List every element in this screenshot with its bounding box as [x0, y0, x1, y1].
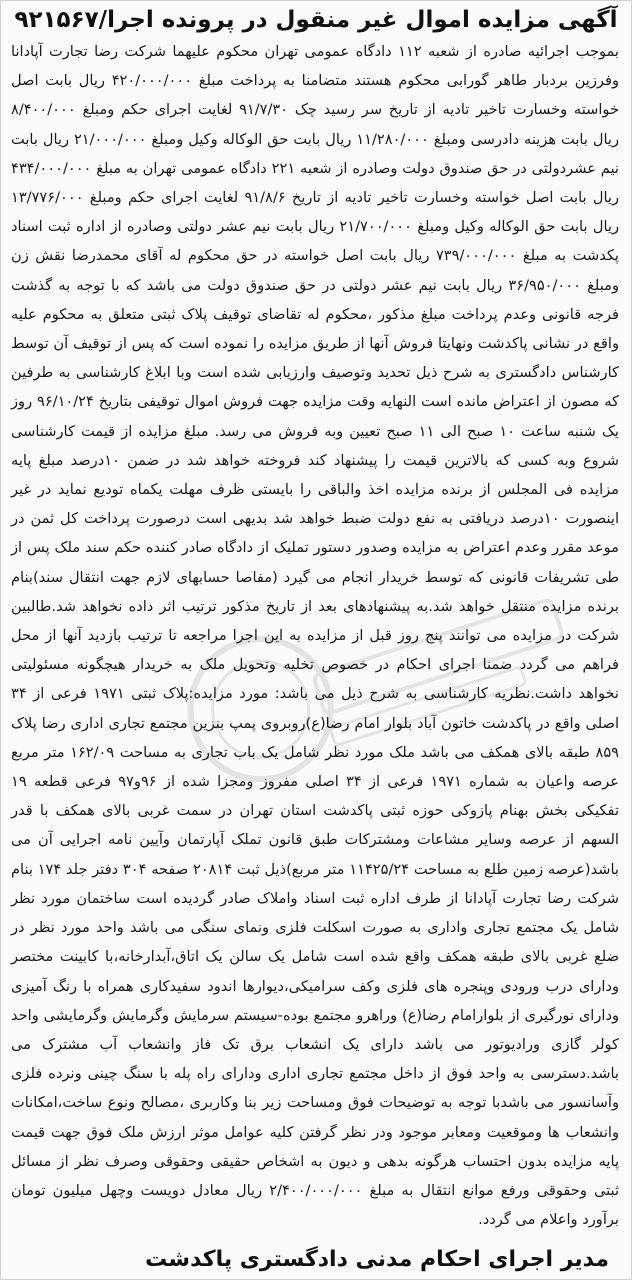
notice-body: بموجب اجرائیه صادره از شعبه ۱۱۲ دادگاه عمومی تهران محکوم علیهما شرکت رضا تجارت آپادانا وفرزین بردبار طاهر گورابی محکوم هستند متضامنا به پرداخت مبلغ ۴۲۰/۰۰۰/۰۰۰ ریال بابت اصل خواسته وخسارت تاخیر تادیه از تاریخ سر رسید چک ۹۱/۷/۳۰ لغایت اجرای حکم ومبلغ ۸/۴۰۰/۰۰۰ ریال بابت هزینه دادرسی ومبلغ ۱۱/۲۸۰/۰۰۰ ریال بابت حق الوکاله وکیل ومبلغ ۲۱/۰۰۰/۰۰۰ ریال بابت نیم عشردولتی در حق صندوق دولت وصادره از شعبه ۲۲۱ دادگاه عمومی تهران به مبلغ ۴۳۴/۰۰۰/۰۰۰ ریال بابت اصل خواسته وخسارت تاخیر تادیه از تاریخ ۹۱/۸/۶ لغایت اجرای حکم ومبلغ ۱۳/۷۷۶/۰۰۰ ریال بابت حق الوکاله وکیل ومبلغ ۲۱/۷۰۰/۰۰۰ ریال بابت نیم عشر دولتی وصادره از اداره ثبت اسناد پکدشت به مبلغ ۷۳۹/۰۰۰/۰۰۰ ریال بابت اصل خواسته در حق محکوم له آقای محمدرضا نقش زن ومبلغ ۳۶/۹۵۰/۰۰۰ ریال بابت نیم عشر دولتی در حق صندوق دولت می باشد که با توجه به گذشت فرجه قانونی وعدم پرداخت مبلغ مذکور ،محکوم له تقاضای توقیف پلاک ثبتی متعلق به محکوم علیه واقع در نشانی پاکدشت ونهایتا فروش آنها از طریق مزایده را نموده است که پس از توقیف آن توسط کارشناس دادگستری به شرح ذیل تحدید وتوصیف وارزیابی شده است وبا ابلاغ کارشناسی به طرفین که مصون از اعتراض مانده است النهایه وقت مزایده جهت فروش اموال توقیفی بتاریخ ۹۶/۱۰/۲۴ روز یک شنبه ساعت ۱۰ صبح الی ۱۱ صبح تعیین وبه فروش می رسد. مبلغ مزایده از قیمت کارشناسی شروع وبه کسی که بالاترین قیمت را پیشنهاد کند فروخته خواهد شد در ضمن ۱۰درصد مبلغ پایه مزایده فی المجلس از برنده مزایده اخذ والباقی را بایستی ظرف مهلت یکماه تودیع نماید در غیر اینصورت ۱۰درصد دریافتی به نفع دولت ضبط خواهد شد بدیهی است درصورت پرداخت کل ثمن در موعد مقرر وعدم اعتراض به مزایده وصدور دستور تملیک از دادگاه صادر کننده حکم سند ملک پس از طی تشریفات قانونی که توسط خریدار انجام می گیرد (مفاصا حسابهای لازم جهت انتقال سند)بنام برنده مزایده منتقل خواهد شد.به پیشنهادهای بعد از تاریخ مذکور ترتیب اثر داده نخواهد شد.طالبین شرکت در مزایده می توانند پنج روز قبل از مزایده به این اجرا مراجعه تا ترتیب بازدید آنها از محل فراهم می گردد ضمنا اجرای احکام در خصوص تخلیه وتحویل ملک به خریدار هیچگونه مسئولیتی نخواهد داشت.نظریه کارشناسی به شرح ذیل می باشد: مورد مزایده:پلاک ثبتی ۱۹۷۱ فرعی از ۳۴ اصلی واقع در پاکدشت خاتون آباد بلوار امام رضا(ع)روبروی پمپ بنزین مجتمع تجاری اداری رضا پلاک ۸۵۹ طبقه بالای همکف می باشد ملک مورد نظر شامل یک باب تجاری به مساحت ۱۶۲/۰۹ متر مربع عرصه واعیان به شماره ۱۹۷۱ فرعی از ۳۴ اصلی مفروز ومجزا شده از ۹۶و۹۷ فرعی قطعه ۱۹ تفکیکی بخش بهنام پازوکی حوزه ثبتی پاکدشت استان تهران در سمت غربی بالای همکف با قدر السهم از عرصه وسایر مشاعات ومشترکات طبق قانون تملک آپارتمان وآیین نامه اجرایی آن می باشد(عرصه زمین طلع به مساحت ۱۱۴۲۵/۲۴ متر مربع)ذیل ثبت ۲۰۸۱۴ صفحه ۳۰۴ دفتر جلد ۱۷۴ بنام شرکت رضا تجارت آپادانا از طرف اداره ثبت اسناد واملاک صادر گردیده است ساختمان مورد نظر شامل یک مجتمع تجاری واداری به صورت اسکلت فلزی ونمای سنگی می باشد واحد مورد نظر در ضلع غربی بالای طبقه همکف واقع شده است شامل یک سالن یک اتاق،آبدارخانه،با کابینت مختصر ودارای درب ورودی وپنجره های فلزی وکف سرامیکی،دیوارها اندود سفیدکاری همراه با رنگ آمیزی ودارای نورگیری از بلوارامام رضا(ع) وراهرو مجتمع بوده-سیستم سرمایش وگرمایش وگرمایشی واحد کولر گازی ورادیوتور می باشد دارای یک انشعاب برق تک فاز وانشعاب آب مشترک می باشد.دسترسی به واحد فوق از داخل مجتمع تجاری اداری ودارای راه پله با سنگ چینی ونرده فلزی وآسانسور می باشدبا توجه به توضیحات فوق ومساحت زیر بنا وکاربری ،مصالح ونوع ساخت،امکانات وانشعاب ها وموقعیت ومعابر موجود ودر نظر گرفتن کلیه عوامل موثر ارزش ملک فوق جهت قیمت پایه مزایده بدون احتساب هرگونه بدهی و دیون به اشخاص حقیقی وحقوقی وصرف نظر از مسائل ثبتی وحقوقی ورفع موانع انتقال به مبلغ ۲/۴۰۰/۰۰۰/۰۰۰ ریال معادل دویست وچهل میلیون تومان برآورد واعلام می گردد. [11, 43, 620, 1229]
notice-title: آگهی مزایده اموال غیر منقول در پرونده اجرا/۹۲۱۵۶۷ [14, 7, 618, 33]
notice-signature: مدیر اجرای احکام مدنی دادگستری پاکدشت [145, 1247, 609, 1273]
